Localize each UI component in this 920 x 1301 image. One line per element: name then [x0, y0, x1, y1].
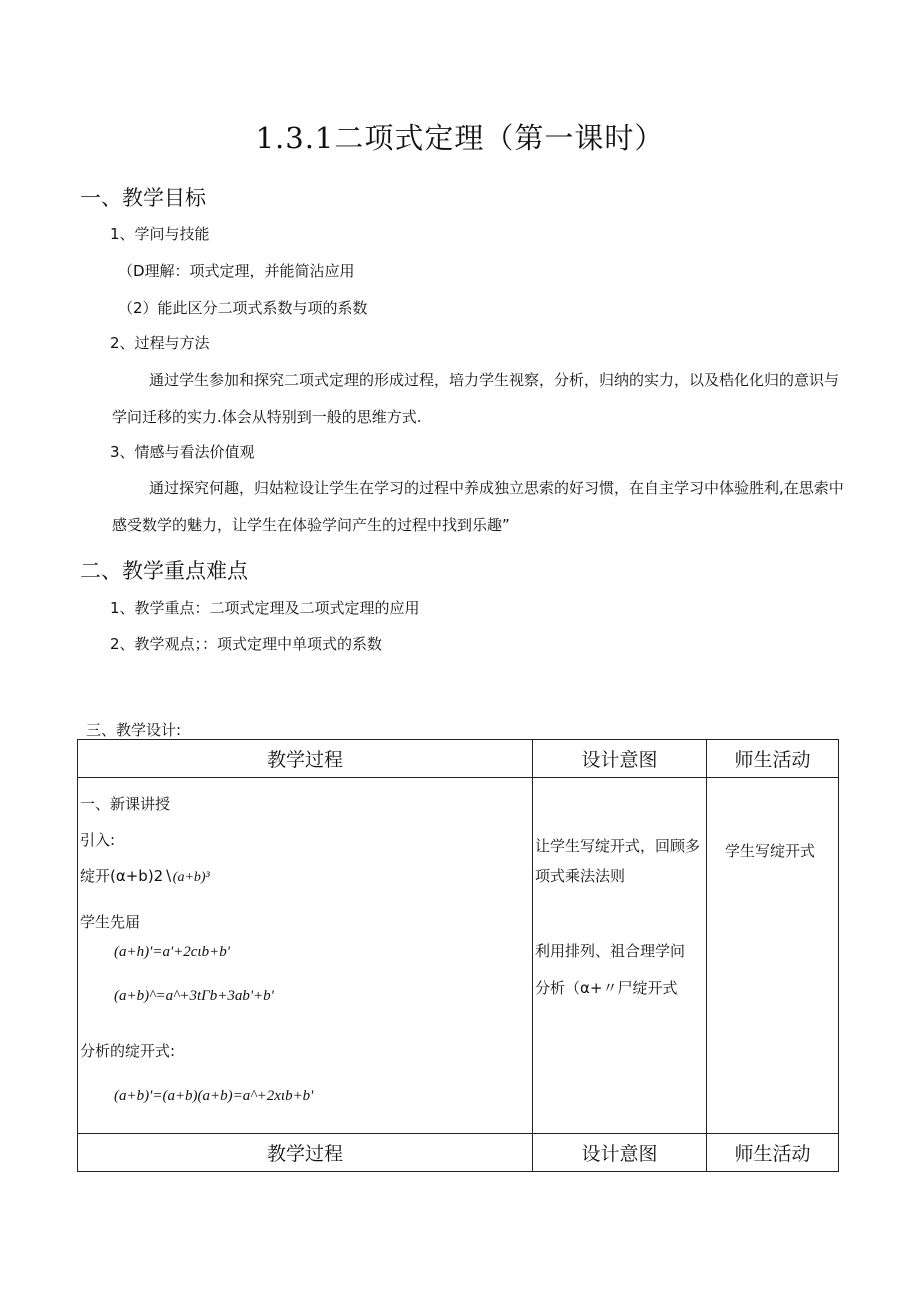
goal-item: （D理解：项式定理，并能简沾应用 — [118, 262, 355, 280]
column-header-process: 教学过程 — [78, 740, 533, 778]
formula-square: (a+h)'=a'+2cιb+b' — [114, 944, 230, 960]
process-line: 学生先届 — [80, 913, 141, 931]
column-header-intent: 设计意图 — [533, 1134, 707, 1172]
table-header-row — [78, 740, 839, 778]
intent-cell — [533, 778, 707, 1134]
table-row — [78, 778, 839, 1134]
activity-line: 学生写绽开式 — [725, 842, 816, 860]
process-line: 一、新课讲授 — [80, 795, 171, 813]
process-line: 分析的绽开式: — [80, 1042, 176, 1060]
column-header-activity: 师生活动 — [707, 740, 839, 778]
column-header-activity: 师生活动 — [707, 1134, 839, 1172]
design-table — [77, 739, 839, 1172]
goal-item: （2）能此区分二项式系数与项的系数 — [118, 299, 368, 317]
intent-line: 让学生写绽开式，回顾多 — [535, 837, 701, 855]
formula-expansion: (a+b)'=(a+b)(a+b)=a^+2xιb+b' — [114, 1088, 314, 1104]
goal-item: 1、学问与技能 — [110, 225, 210, 243]
goal-paragraph-attitude: 通过探究何趣，归姑粒设让学生在学习的过程中养成独立思索的好习惯，在自主学习中体验胜利,在思索中感受数学的魅力，让学生在体验学问产生的过程中找到乐趣” — [112, 479, 844, 534]
intent-line: 利用排列、祖合理学问 — [535, 942, 686, 960]
column-header-process: 教学过程 — [78, 1134, 533, 1172]
process-line: 引入: — [80, 831, 116, 849]
intent-line: 项式乘法法则 — [535, 867, 626, 885]
intent-line: 分析（α+〃尸绽开式 — [535, 979, 678, 997]
page-title: 1.3.1二项式定理（第一课时） — [255, 121, 665, 155]
goal-paragraph-process: 通过学生参加和探究二项式定理的形成过程，培力学生视察，分析，归纳的实力，以及梏化化归的意识与学问迁移的实力.体会从特别到一般的思维方式. — [112, 371, 840, 426]
activity-cell — [707, 778, 839, 1134]
process-cell — [78, 778, 533, 1134]
key-point-item: 2、教学观点；：项式定理中单项式的系数 — [110, 635, 383, 653]
goal-item: 3、情感与看法价值观 — [110, 443, 255, 461]
section-heading-design: 三、教学设计: — [86, 721, 182, 739]
goal-item: 2、过程与方法 — [110, 334, 210, 352]
process-line — [80, 865, 210, 886]
formula-cube: (a+b)^=a^+3tΓb+3ab'+b' — [114, 988, 274, 1004]
key-point-item: 1、教学重点：二项式定理及二项式定理的应用 — [110, 599, 420, 617]
expand-formula: (a+b)³ — [172, 870, 210, 885]
section-heading-goals: 一、教学目标 — [80, 186, 206, 210]
expand-text: 绽开(α+b)2∖ — [80, 867, 173, 885]
section-heading-key-points: 二、教学重点难点 — [80, 559, 248, 583]
column-header-intent: 设计意图 — [533, 740, 707, 778]
table-header-row-repeat — [78, 1134, 839, 1172]
